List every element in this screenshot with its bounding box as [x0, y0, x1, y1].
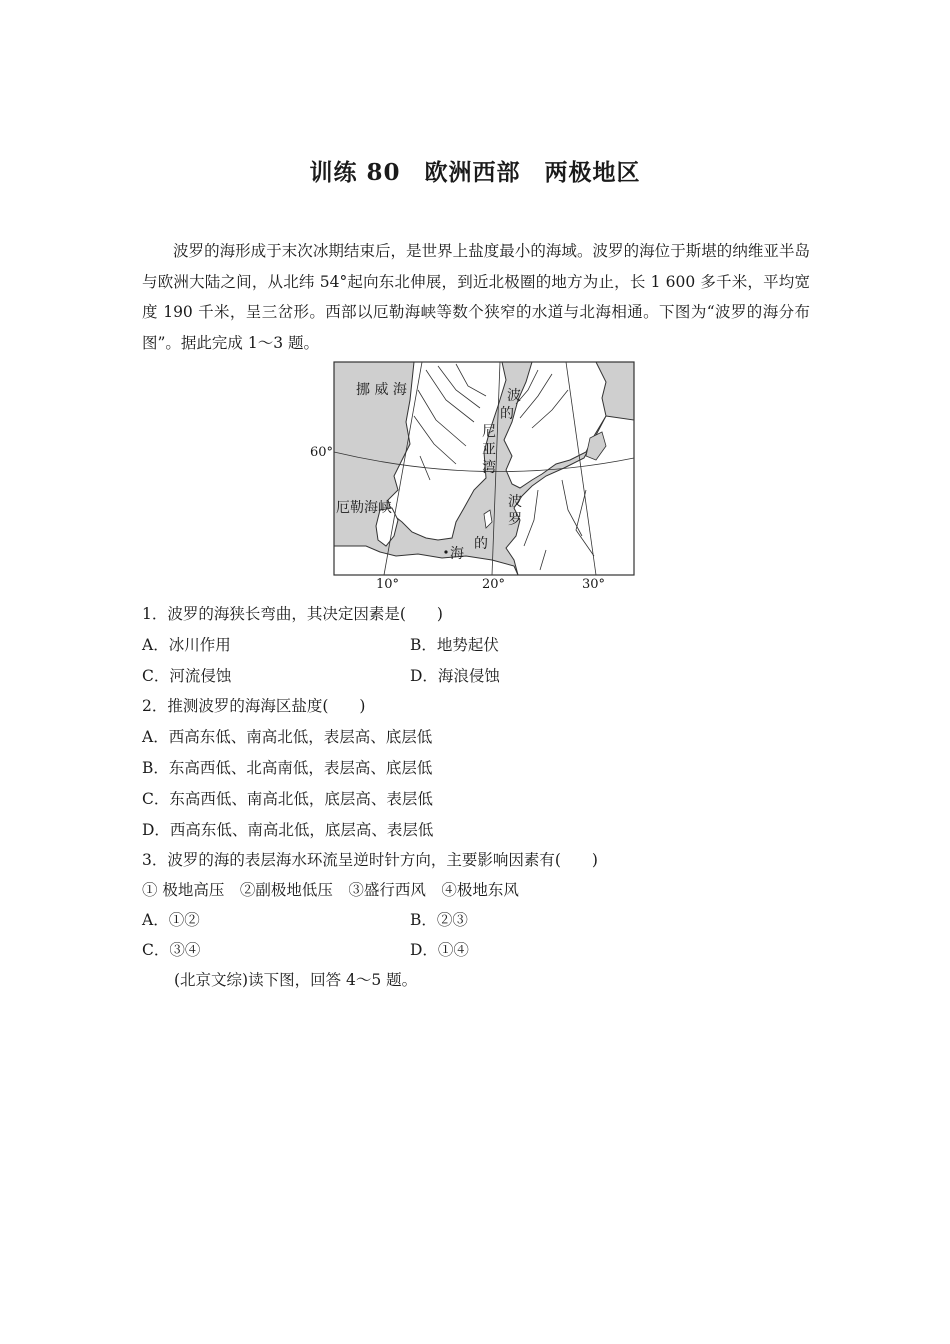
intro-paragraph: 波罗的海形成于末次冰期结束后，是世界上盐度最小的海域。波罗的海位于斯堪的纳维亚半岛与欧洲大陆之间，从北纬 54°起向东北伸展，到近北极圈的地方为止，长 1 600 多千米，平均宽度 190 千米，呈三岔形。西部以厄勒海峡等数个狭窄的水道与北海相通。下图为“波罗的海分布图”。据此完成 1～3 题。 [142, 242, 810, 352]
question-3-stem: 3．波罗的海的表层海水环流呈逆时针方向，主要影响因素有( ) [142, 851, 598, 869]
question-3-choices: ① 极地高压 ②副极地低压 ③盛行西风 ④极地东风 [142, 881, 519, 899]
question-1-stem: 1．波罗的海狭长弯曲，其决定因素是( ) [142, 605, 443, 623]
norwegian-sea-label: 挪 威 海 [356, 382, 407, 398]
next-instruction: (北京文综)读下图，回答 4～5 题。 [174, 971, 418, 989]
page-title: 训练 80 欧洲西部 两极地区 [309, 159, 641, 186]
question-1-option-b[interactable]: B．地势起伏 [410, 636, 499, 654]
svg-text:尼: 尼 [482, 424, 496, 440]
svg-text:罗: 罗 [508, 512, 522, 528]
question-2-option-b[interactable]: B．东高西低、北高南低，表层高、底层低 [142, 759, 433, 777]
svg-text:亚: 亚 [482, 442, 496, 458]
question-2-option-a[interactable]: A．西高东低、南高北低，表层高、底层低 [142, 728, 433, 746]
question-3-option-c[interactable]: C．③④ [142, 941, 201, 959]
svg-text:湾: 湾 [482, 460, 496, 476]
map-dot [444, 550, 447, 553]
question-2-stem: 2．推测波罗的海海区盐度( ) [142, 697, 366, 715]
oresund-label: 厄勒海峡 [336, 500, 392, 516]
question-1-option-c[interactable]: C．河流侵蚀 [142, 667, 232, 685]
svg-text:波: 波 [507, 388, 521, 404]
question-2-option-c[interactable]: C．东高西低、南高北低，底层高、表层低 [142, 790, 433, 808]
question-1-option-a[interactable]: A．冰川作用 [142, 636, 231, 654]
question-2-option-d[interactable]: D．西高东低、南高北低，底层高、表层低 [142, 821, 434, 839]
lon-30-label: 30° [582, 577, 606, 592]
question-3-option-a[interactable]: A．①② [142, 911, 200, 929]
svg-text:的: 的 [474, 536, 488, 552]
question-1-option-d[interactable]: D．海浪侵蚀 [410, 667, 500, 685]
svg-text:海: 海 [450, 546, 464, 562]
question-3-option-b[interactable]: B．②③ [410, 911, 468, 929]
svg-text:的: 的 [500, 406, 514, 422]
svg-text:波: 波 [508, 494, 522, 510]
baltic-sea-map [306, 360, 646, 592]
lon-10-label: 10° [376, 577, 400, 592]
lon-20-label: 20° [482, 577, 506, 592]
question-3-option-d[interactable]: D．①④ [410, 941, 469, 959]
lat-60-label: 60° [310, 445, 334, 460]
